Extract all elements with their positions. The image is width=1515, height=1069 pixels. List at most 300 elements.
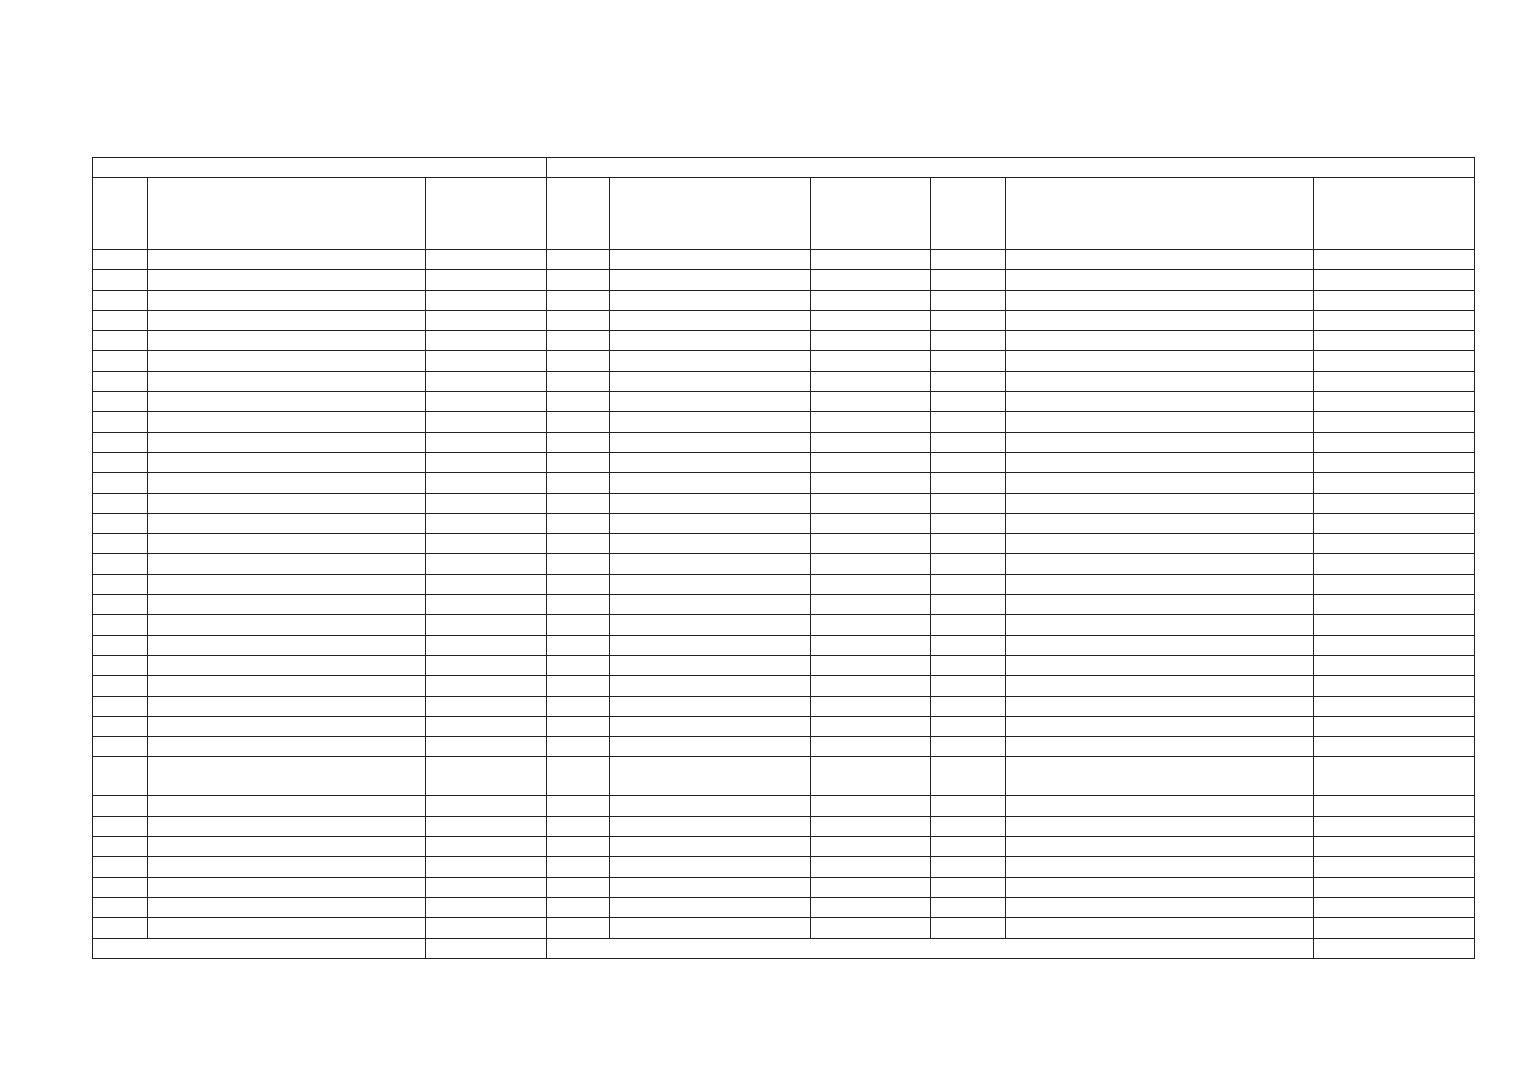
personnel-name-cell	[148, 331, 426, 351]
public-a-code-cell	[547, 473, 610, 493]
table-row	[93, 635, 1475, 655]
public-b-amount-cell	[1314, 534, 1475, 554]
public-b-amount-cell	[1314, 676, 1475, 696]
personnel-code-cell	[93, 857, 148, 877]
public-b-name-cell	[1006, 310, 1314, 330]
personnel-name-cell	[148, 918, 426, 938]
public-b-amount-cell	[1314, 331, 1475, 351]
public-a-name-cell	[610, 837, 811, 857]
public-a-code-cell	[547, 918, 610, 938]
personnel-amount-cell	[426, 696, 547, 716]
public-a-name-cell	[610, 877, 811, 897]
public-a-code-cell	[547, 412, 610, 432]
public-a-amount-cell	[811, 493, 931, 513]
public-b-code-cell	[931, 696, 1006, 716]
public-b-name-cell	[1006, 534, 1314, 554]
public-a-code-cell	[547, 676, 610, 696]
personnel-amount-cell	[426, 635, 547, 655]
public-b-amount-cell	[1314, 837, 1475, 857]
public-a-name-cell	[610, 716, 811, 736]
personnel-name-cell	[148, 513, 426, 533]
table-row	[93, 554, 1475, 574]
public-a-name-cell	[610, 310, 811, 330]
public-b-name-cell	[1006, 554, 1314, 574]
public-a-name-cell	[610, 635, 811, 655]
public-a-name-cell	[610, 737, 811, 757]
public-b-amount-cell	[1314, 290, 1475, 310]
public-a-amount-cell	[811, 676, 931, 696]
public-a-code-cell	[547, 796, 610, 816]
personnel-code-cell	[93, 796, 148, 816]
table-row	[93, 432, 1475, 452]
personnel-name-cell	[148, 574, 426, 594]
public-b-amount-cell	[1314, 615, 1475, 635]
column-header-name	[610, 178, 811, 250]
column-header-code	[93, 178, 148, 250]
public-b-amount-cell	[1314, 412, 1475, 432]
public-a-code-cell	[547, 392, 610, 412]
public-b-name-cell	[1006, 897, 1314, 917]
public-a-name-cell	[610, 351, 811, 371]
public-a-amount-cell	[811, 696, 931, 716]
table-row	[93, 473, 1475, 493]
public-b-amount-cell	[1314, 655, 1475, 675]
personnel-name-cell	[148, 371, 426, 391]
public-b-amount-cell	[1314, 737, 1475, 757]
public-a-amount-cell	[811, 270, 931, 290]
public-a-code-cell	[547, 757, 610, 796]
public-a-name-cell	[610, 290, 811, 310]
table-row	[93, 918, 1475, 938]
personnel-name-cell	[148, 310, 426, 330]
public-a-amount-cell	[811, 513, 931, 533]
public-a-amount-cell	[811, 595, 931, 615]
personnel-name-cell	[148, 250, 426, 270]
public-a-code-cell	[547, 513, 610, 533]
personnel-name-cell	[148, 290, 426, 310]
public-b-amount-cell	[1314, 392, 1475, 412]
personnel-code-cell	[93, 897, 148, 917]
public-a-amount-cell	[811, 655, 931, 675]
personnel-amount-cell	[426, 392, 547, 412]
public-b-name-cell	[1006, 574, 1314, 594]
public-a-name-cell	[610, 574, 811, 594]
public-a-amount-cell	[811, 796, 931, 816]
public-b-amount-cell	[1314, 270, 1475, 290]
public-a-amount-cell	[811, 392, 931, 412]
public-a-name-cell	[610, 615, 811, 635]
personnel-name-cell	[148, 737, 426, 757]
public-b-code-cell	[931, 655, 1006, 675]
public-a-code-cell	[547, 696, 610, 716]
personnel-code-cell	[93, 452, 148, 472]
public-a-code-cell	[547, 250, 610, 270]
table-row	[93, 392, 1475, 412]
public-a-amount-cell	[811, 816, 931, 836]
personnel-amount-cell	[426, 897, 547, 917]
public-b-amount-cell	[1314, 371, 1475, 391]
public-a-name-cell	[610, 452, 811, 472]
personnel-code-cell	[93, 270, 148, 290]
public-b-amount-cell	[1314, 696, 1475, 716]
personnel-name-cell	[148, 857, 426, 877]
public-b-amount-cell	[1314, 877, 1475, 897]
public-b-name-cell	[1006, 452, 1314, 472]
public-b-code-cell	[931, 615, 1006, 635]
public-b-amount-cell	[1314, 857, 1475, 877]
public-a-amount-cell	[811, 310, 931, 330]
column-header-amount	[811, 178, 931, 250]
personnel-name-cell	[148, 270, 426, 290]
public-a-code-cell	[547, 310, 610, 330]
public-a-code-cell	[547, 331, 610, 351]
personnel-amount-cell	[426, 371, 547, 391]
public-a-amount-cell	[811, 877, 931, 897]
personnel-name-cell	[148, 796, 426, 816]
table-row	[93, 757, 1475, 796]
public-b-name-cell	[1006, 392, 1314, 412]
table-row	[93, 615, 1475, 635]
public-b-code-cell	[931, 635, 1006, 655]
personnel-code-cell	[93, 595, 148, 615]
public-b-amount-cell	[1314, 513, 1475, 533]
column-header-name	[1006, 178, 1314, 250]
public-a-name-cell	[610, 696, 811, 716]
public-b-code-cell	[931, 918, 1006, 938]
public-a-code-cell	[547, 290, 610, 310]
expenditure-table	[92, 157, 1475, 959]
public-a-name-cell	[610, 412, 811, 432]
personnel-code-cell	[93, 655, 148, 675]
public-b-name-cell	[1006, 676, 1314, 696]
public-b-code-cell	[931, 857, 1006, 877]
personnel-amount-cell	[426, 534, 547, 554]
personnel-code-cell	[93, 473, 148, 493]
public-a-code-cell	[547, 857, 610, 877]
public-b-name-cell	[1006, 270, 1314, 290]
public-b-amount-cell	[1314, 250, 1475, 270]
public-b-code-cell	[931, 310, 1006, 330]
public-b-name-cell	[1006, 757, 1314, 796]
column-header-amount	[1314, 178, 1475, 250]
public-a-amount-cell	[811, 351, 931, 371]
public-b-amount-cell	[1314, 452, 1475, 472]
table-row	[93, 877, 1475, 897]
personnel-name-cell	[148, 877, 426, 897]
public-b-code-cell	[931, 371, 1006, 391]
public-a-code-cell	[547, 371, 610, 391]
public-b-name-cell	[1006, 432, 1314, 452]
personnel-amount-cell	[426, 513, 547, 533]
public-a-code-cell	[547, 270, 610, 290]
public-b-code-cell	[931, 513, 1006, 533]
public-a-code-cell	[547, 655, 610, 675]
public-b-name-cell	[1006, 816, 1314, 836]
public-b-name-cell	[1006, 837, 1314, 857]
public-b-amount-cell	[1314, 897, 1475, 917]
public-a-amount-cell	[811, 534, 931, 554]
personnel-code-cell	[93, 696, 148, 716]
public-a-amount-cell	[811, 574, 931, 594]
personnel-amount-cell	[426, 757, 547, 796]
personnel-amount-cell	[426, 676, 547, 696]
public-b-amount-cell	[1314, 918, 1475, 938]
section-header-row	[93, 158, 1475, 178]
table-row	[93, 331, 1475, 351]
public-a-code-cell	[547, 816, 610, 836]
public-a-name-cell	[610, 250, 811, 270]
personnel-amount-cell	[426, 432, 547, 452]
public-a-name-cell	[610, 676, 811, 696]
public-a-name-cell	[610, 371, 811, 391]
public-b-code-cell	[931, 473, 1006, 493]
public-b-amount-cell	[1314, 351, 1475, 371]
table-row	[93, 534, 1475, 554]
public-b-code-cell	[931, 676, 1006, 696]
public-a-name-cell	[610, 796, 811, 816]
table-row	[93, 816, 1475, 836]
personnel-amount-cell	[426, 918, 547, 938]
public-a-code-cell	[547, 716, 610, 736]
public-a-code-cell	[547, 897, 610, 917]
public-b-name-cell	[1006, 696, 1314, 716]
public-a-code-cell	[547, 432, 610, 452]
public-a-amount-cell	[811, 412, 931, 432]
public-a-name-cell	[610, 432, 811, 452]
personnel-code-cell	[93, 574, 148, 594]
personnel-name-cell	[148, 595, 426, 615]
public-b-code-cell	[931, 493, 1006, 513]
public-b-amount-cell	[1314, 493, 1475, 513]
personnel-code-cell	[93, 716, 148, 736]
public-b-code-cell	[931, 270, 1006, 290]
personnel-code-cell	[93, 371, 148, 391]
public-b-code-cell	[931, 250, 1006, 270]
personnel-name-cell	[148, 837, 426, 857]
personnel-amount-cell	[426, 857, 547, 877]
public-a-code-cell	[547, 737, 610, 757]
public-b-code-cell	[931, 432, 1006, 452]
personnel-name-cell	[148, 816, 426, 836]
personnel-amount-cell	[426, 737, 547, 757]
table-row	[93, 250, 1475, 270]
public-b-code-cell	[931, 534, 1006, 554]
public-b-code-cell	[931, 595, 1006, 615]
personnel-name-cell	[148, 716, 426, 736]
personnel-amount-cell	[426, 270, 547, 290]
public-section-header	[547, 158, 1475, 178]
personnel-code-cell	[93, 290, 148, 310]
public-b-amount-cell	[1314, 432, 1475, 452]
public-b-amount-cell	[1314, 310, 1475, 330]
column-header-code	[547, 178, 610, 250]
public-b-code-cell	[931, 554, 1006, 574]
public-a-name-cell	[610, 595, 811, 615]
personnel-amount-cell	[426, 574, 547, 594]
public-b-code-cell	[931, 392, 1006, 412]
public-b-amount-cell	[1314, 595, 1475, 615]
table-body	[93, 250, 1475, 939]
public-b-code-cell	[931, 877, 1006, 897]
personnel-code-cell	[93, 392, 148, 412]
public-a-name-cell	[610, 857, 811, 877]
public-b-name-cell	[1006, 918, 1314, 938]
public-b-name-cell	[1006, 796, 1314, 816]
public-a-amount-cell	[811, 250, 931, 270]
personnel-code-cell	[93, 737, 148, 757]
table-row	[93, 493, 1475, 513]
public-b-name-cell	[1006, 595, 1314, 615]
public-b-code-cell	[931, 897, 1006, 917]
public-a-name-cell	[610, 331, 811, 351]
personnel-name-cell	[148, 493, 426, 513]
personnel-amount-cell	[426, 351, 547, 371]
public-b-amount-cell	[1314, 574, 1475, 594]
public-a-amount-cell	[811, 432, 931, 452]
column-header-amount	[426, 178, 547, 250]
public-a-name-cell	[610, 493, 811, 513]
public-a-code-cell	[547, 554, 610, 574]
table-row	[93, 371, 1475, 391]
public-a-amount-cell	[811, 716, 931, 736]
personnel-code-cell	[93, 331, 148, 351]
personnel-name-cell	[148, 615, 426, 635]
public-total-label	[547, 938, 1314, 958]
public-b-code-cell	[931, 796, 1006, 816]
public-a-amount-cell	[811, 473, 931, 493]
public-b-amount-cell	[1314, 554, 1475, 574]
personnel-code-cell	[93, 310, 148, 330]
public-b-name-cell	[1006, 716, 1314, 736]
totals-row	[93, 938, 1475, 958]
personnel-amount-cell	[426, 310, 547, 330]
personnel-code-cell	[93, 816, 148, 836]
public-a-name-cell	[610, 513, 811, 533]
public-a-code-cell	[547, 615, 610, 635]
public-b-code-cell	[931, 290, 1006, 310]
public-a-name-cell	[610, 918, 811, 938]
public-a-name-cell	[610, 816, 811, 836]
personnel-name-cell	[148, 432, 426, 452]
public-b-amount-cell	[1314, 757, 1475, 796]
personnel-code-cell	[93, 918, 148, 938]
public-total-amount	[1314, 938, 1475, 958]
table-row	[93, 897, 1475, 917]
public-a-name-cell	[610, 897, 811, 917]
public-b-name-cell	[1006, 655, 1314, 675]
personnel-code-cell	[93, 757, 148, 796]
public-b-code-cell	[931, 331, 1006, 351]
public-a-code-cell	[547, 493, 610, 513]
personnel-amount-cell	[426, 250, 547, 270]
public-a-amount-cell	[811, 918, 931, 938]
public-b-name-cell	[1006, 877, 1314, 897]
personnel-amount-cell	[426, 554, 547, 574]
table-row	[93, 351, 1475, 371]
personnel-amount-cell	[426, 331, 547, 351]
table-row	[93, 737, 1475, 757]
public-a-code-cell	[547, 595, 610, 615]
public-a-amount-cell	[811, 897, 931, 917]
public-a-amount-cell	[811, 554, 931, 574]
public-a-amount-cell	[811, 837, 931, 857]
table-row	[93, 452, 1475, 472]
table-row	[93, 696, 1475, 716]
personnel-amount-cell	[426, 716, 547, 736]
public-a-amount-cell	[811, 757, 931, 796]
personnel-amount-cell	[426, 816, 547, 836]
column-header-code	[931, 178, 1006, 250]
public-a-amount-cell	[811, 290, 931, 310]
personnel-name-cell	[148, 534, 426, 554]
personnel-name-cell	[148, 696, 426, 716]
public-a-amount-cell	[811, 371, 931, 391]
personnel-code-cell	[93, 250, 148, 270]
personnel-code-cell	[93, 554, 148, 574]
personnel-total-label	[93, 938, 426, 958]
public-b-code-cell	[931, 452, 1006, 472]
column-header-row	[93, 178, 1475, 250]
personnel-code-cell	[93, 837, 148, 857]
personnel-name-cell	[148, 412, 426, 432]
public-b-code-cell	[931, 737, 1006, 757]
table-row	[93, 270, 1475, 290]
public-b-amount-cell	[1314, 716, 1475, 736]
public-b-amount-cell	[1314, 816, 1475, 836]
personnel-amount-cell	[426, 796, 547, 816]
public-a-name-cell	[610, 534, 811, 554]
personnel-name-cell	[148, 473, 426, 493]
public-a-name-cell	[610, 392, 811, 412]
public-a-amount-cell	[811, 615, 931, 635]
table-row	[93, 837, 1475, 857]
personnel-amount-cell	[426, 412, 547, 432]
public-a-amount-cell	[811, 452, 931, 472]
public-a-name-cell	[610, 270, 811, 290]
personnel-name-cell	[148, 452, 426, 472]
public-b-name-cell	[1006, 513, 1314, 533]
public-a-code-cell	[547, 877, 610, 897]
public-b-amount-cell	[1314, 635, 1475, 655]
table-row	[93, 857, 1475, 877]
personnel-code-cell	[93, 676, 148, 696]
public-b-name-cell	[1006, 250, 1314, 270]
personnel-amount-cell	[426, 473, 547, 493]
personnel-code-cell	[93, 877, 148, 897]
public-b-code-cell	[931, 837, 1006, 857]
personnel-total-amount	[426, 938, 547, 958]
table-row	[93, 595, 1475, 615]
personnel-amount-cell	[426, 290, 547, 310]
public-a-amount-cell	[811, 737, 931, 757]
public-a-code-cell	[547, 534, 610, 554]
table-row	[93, 676, 1475, 696]
public-b-code-cell	[931, 716, 1006, 736]
public-a-code-cell	[547, 837, 610, 857]
personnel-code-cell	[93, 493, 148, 513]
column-header-name	[148, 178, 426, 250]
public-b-name-cell	[1006, 737, 1314, 757]
personnel-amount-cell	[426, 452, 547, 472]
personnel-name-cell	[148, 897, 426, 917]
public-a-code-cell	[547, 635, 610, 655]
public-a-amount-cell	[811, 857, 931, 877]
public-b-name-cell	[1006, 473, 1314, 493]
personnel-name-cell	[148, 655, 426, 675]
public-a-name-cell	[610, 757, 811, 796]
public-a-name-cell	[610, 473, 811, 493]
public-b-name-cell	[1006, 412, 1314, 432]
